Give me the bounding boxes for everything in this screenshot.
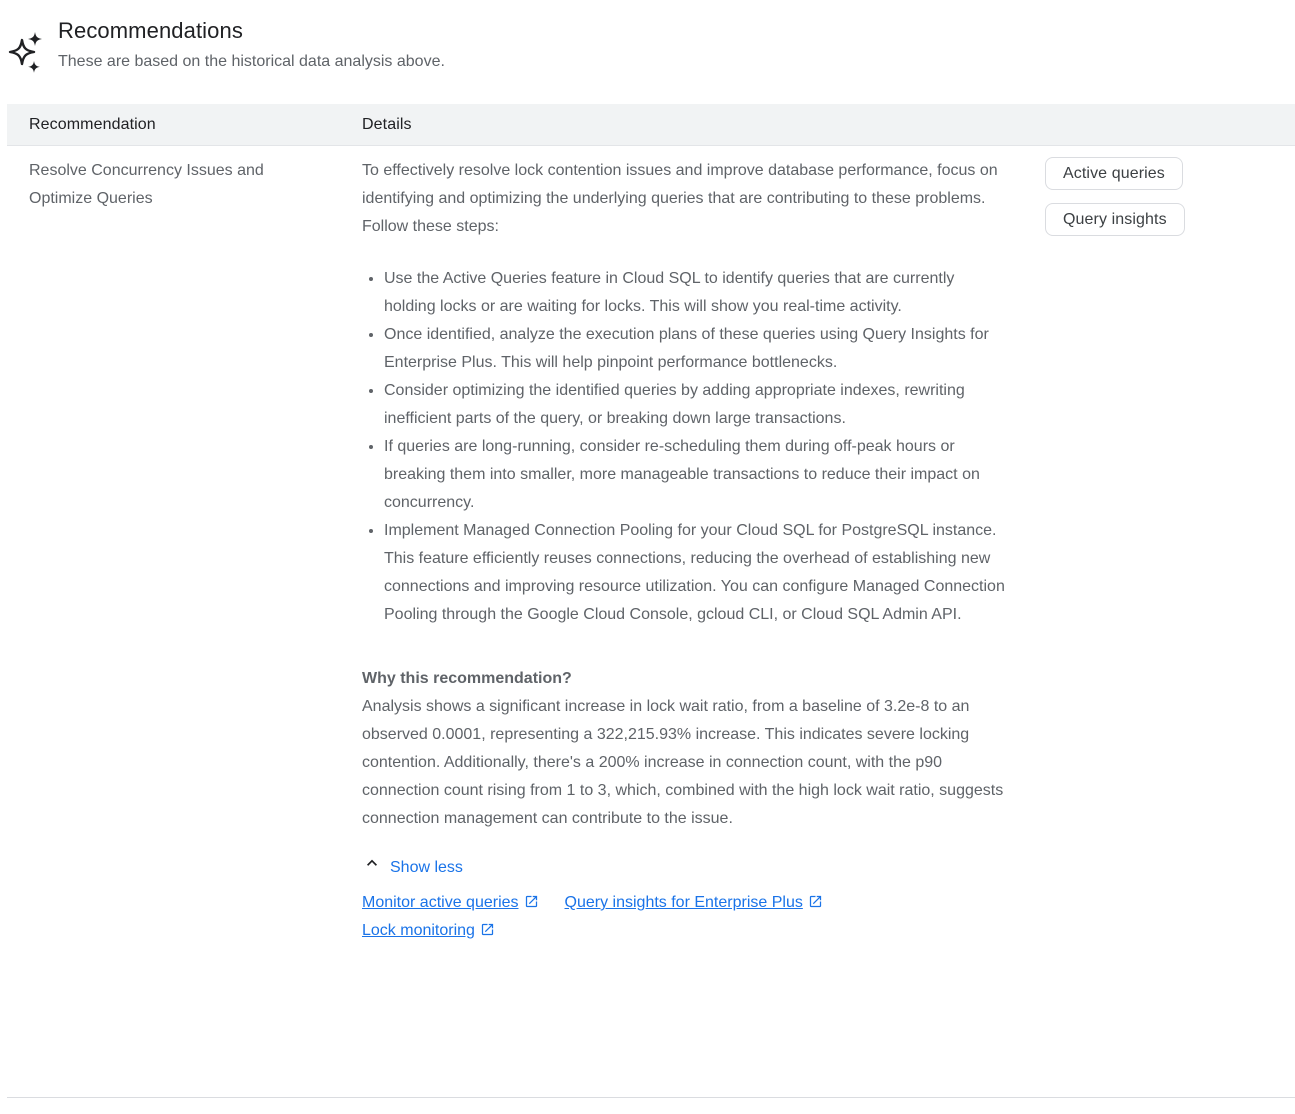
details-bullet-list [362,265,1007,629]
query-insights-chip[interactable]: Query insights [1045,203,1185,236]
table-header-row [7,104,1295,146]
open-in-new-icon [480,922,495,937]
page-title: Recommendations [58,18,243,43]
bottom-divider [7,1097,1295,1098]
link-query-insights-enterprise-plus[interactable]: Query insights for Enterprise Plus [565,894,823,911]
show-less-button[interactable] [362,853,463,883]
page-subtitle: These are based on the historical data analysis above. [58,53,445,70]
column-header-details: Details [362,115,412,133]
details-intro: To effectively resolve lock contention issues and improve database performance, focus on identifying and optimizing the underlying queries that are contributing to these problems. Follow these steps: [362,162,998,235]
open-in-new-icon [524,894,539,909]
documentation-links [362,889,1007,945]
link-lock-monitoring[interactable]: Lock monitoring [362,922,495,939]
active-queries-chip[interactable]: Active queries [1045,157,1183,190]
open-in-new-icon [808,894,823,909]
recommendation-title: Resolve Concurrency Issues and Optimize Queries [29,162,264,207]
table-row [7,146,1295,945]
recommendation-cell [7,157,340,945]
bullet-item: • Consider optimizing the identified queries by adding appropriate indexes, rewriting inefficient parts of the query, or breaking down large transactions. [384,377,1007,433]
bullet-item: • Implement Managed Connection Pooling for your Cloud SQL for PostgreSQL instance. This feature efficiently reuses connections, reducing the overhead of establishing new connections and improving resource utilization. You can configure Managed Connection Pooling through the Google Cloud Console, gcloud CLI, or Cloud SQL Admin API. [384,517,1007,629]
recommendations-table [7,104,1295,945]
show-less-label: Show less [390,859,463,876]
gemini-sparkle-icon [8,30,42,79]
actions-cell [1007,157,1295,945]
why-recommendation-heading: Why this recommendation? [362,670,572,687]
link-monitor-active-queries[interactable]: Monitor active queries [362,894,539,911]
bullet-item: • If queries are long-running, consider re-scheduling them during off-peak hours or breaking them into smaller, more manageable transactions to reduce their impact on concurrency. [384,433,1007,517]
bullet-item: • Once identified, analyze the execution plans of these queries using Query Insights for Enterprise Plus. This will help pinpoint performance bottlenecks. [384,321,1007,377]
bullet-item: • Use the Active Queries feature in Cloud SQL to identify queries that are currently holding locks or are waiting for locks. This will show you real-time activity. [384,265,1007,321]
chevron-up-icon [362,853,382,883]
details-cell [340,157,1007,945]
column-header-recommendation: Recommendation [29,115,156,133]
why-recommendation-text: Analysis shows a significant increase in lock wait ratio, from a baseline of 3.2e-8 to an observed 0.0001, representing a 322,215.93% increase. This indicates severe locking contention. Additionally, there's a 200% increase in connection count, with the p90 connection count rising from 1 to 3, which, combined with the high lock wait ratio, suggests connection management can contribute to the issue. [362,698,1004,827]
recommendations-header [8,12,445,79]
